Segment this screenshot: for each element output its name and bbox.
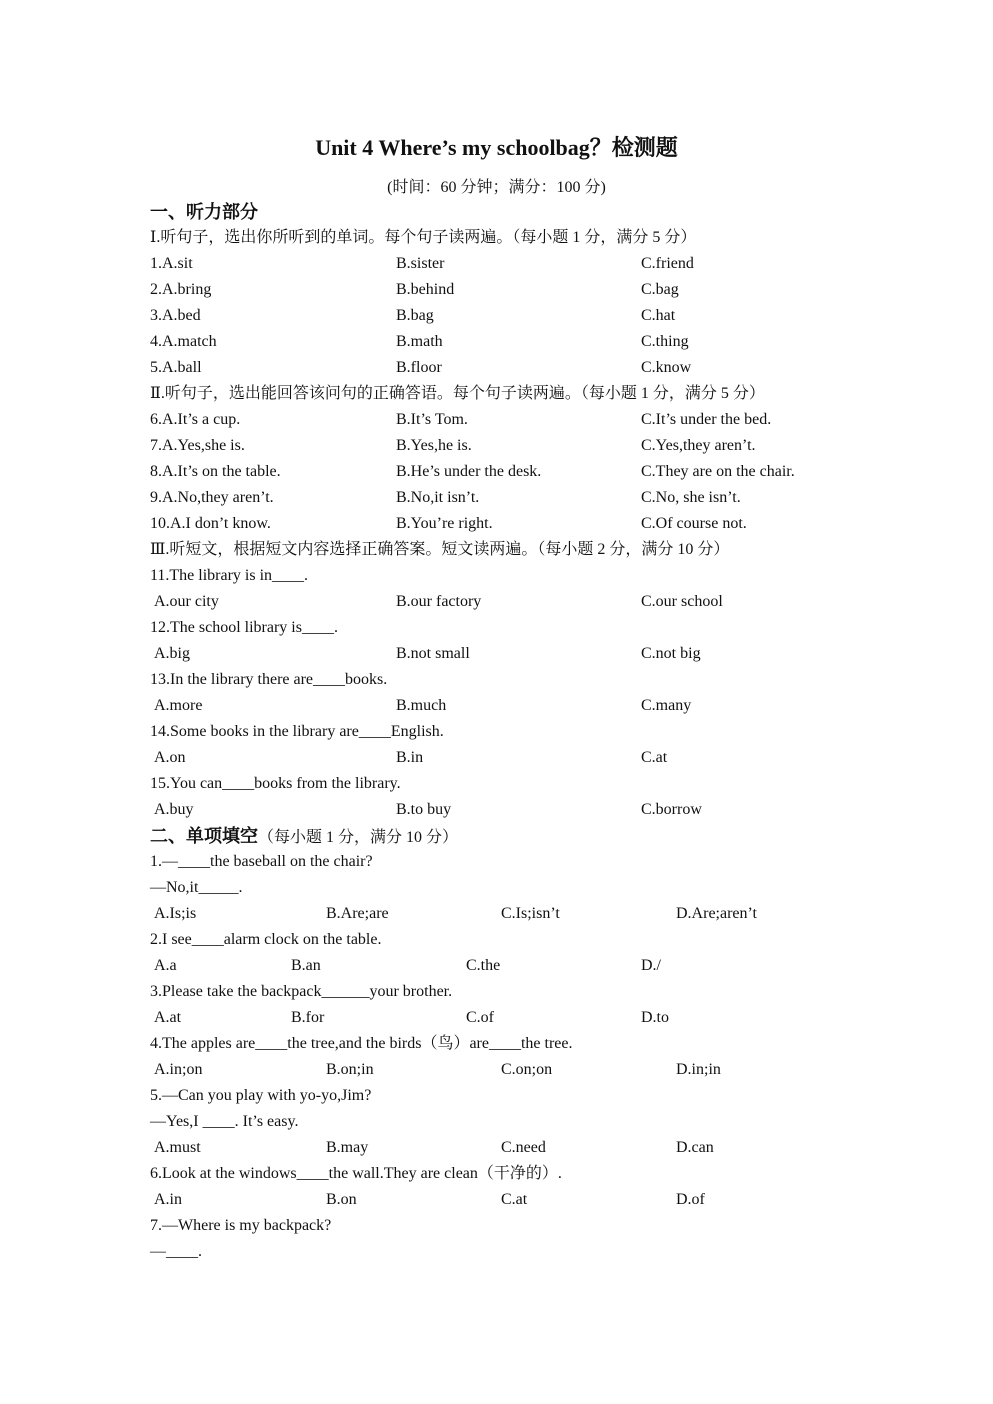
option-b: B.on	[326, 1191, 357, 1208]
option-c: C.of	[466, 1009, 494, 1026]
question-stem: 7.—Where is my backpack?	[150, 1217, 332, 1234]
part3-instruction: Ⅲ.听短文，根据短文内容选择正确答案。短文读两遍。（每小题 2 分，满分 10 分）	[150, 541, 730, 558]
option-a: A.at	[154, 1009, 182, 1026]
question-row	[0, 358, 993, 378]
question-row	[0, 904, 993, 924]
option-b: B.You’re right.	[396, 515, 493, 532]
question-stem: 15.You can____books from the library.	[150, 775, 401, 792]
question-row	[0, 254, 993, 274]
option-a: A.our city	[154, 593, 219, 610]
question-stem: —No,it_____.	[150, 879, 243, 896]
option-c: C.Is;isn’t	[501, 905, 560, 922]
question-row	[0, 436, 993, 456]
question-stem: —Yes,I ____. It’s easy.	[150, 1113, 299, 1130]
option-b: B.much	[396, 697, 447, 714]
option-b: B.sister	[396, 255, 445, 272]
section2-heading-text: 二、单项填空	[150, 826, 258, 846]
option-d: D./	[641, 957, 661, 974]
option-a: 4.A.match	[150, 333, 217, 350]
question-row	[0, 644, 993, 664]
option-a: 5.A.ball	[150, 359, 202, 376]
option-a: A.must	[154, 1139, 201, 1156]
option-c: C.at	[501, 1191, 528, 1208]
option-b: B.Are;are	[326, 905, 389, 922]
option-a: A.a	[154, 957, 177, 974]
option-c: C.many	[641, 697, 692, 714]
section2-heading-note: （每小题 1 分，满分 10 分）	[258, 829, 459, 846]
option-b: B.may	[326, 1139, 369, 1156]
option-c: C.thing	[641, 333, 689, 350]
question-row	[0, 956, 993, 976]
question-row	[0, 1060, 993, 1080]
option-b: B.our factory	[396, 593, 482, 610]
option-b: B.He’s under the desk.	[396, 463, 542, 480]
question-row	[0, 488, 993, 508]
question-stem: 13.In the library there are____books.	[150, 671, 388, 688]
question-stem: 11.The library is in____.	[150, 567, 309, 584]
option-c: C.our school	[641, 593, 723, 610]
option-b: B.to buy	[396, 801, 452, 818]
option-c: C.need	[501, 1139, 546, 1156]
option-b: B.floor	[396, 359, 442, 376]
option-c: C.at	[641, 749, 668, 766]
option-a: A.in	[154, 1191, 182, 1208]
option-a: 9.A.No,they aren’t.	[150, 489, 274, 506]
option-b: B.in	[396, 749, 424, 766]
question-stem: —____.	[150, 1243, 202, 1260]
option-b: B.math	[396, 333, 443, 350]
option-a: A.more	[154, 697, 203, 714]
option-c: C.know	[641, 359, 692, 376]
option-c: C.hat	[641, 307, 676, 324]
option-d: D.to	[641, 1009, 669, 1026]
option-a: A.big	[154, 645, 190, 662]
part2-instruction: Ⅱ.听句子，选出能回答该问句的正确答语。每个句子读两遍。（每小题 1 分，满分 5 分）	[150, 385, 765, 402]
section1-heading: 一、听力部分	[150, 202, 258, 222]
option-b: B.bag	[396, 307, 434, 324]
option-b: B.Yes,he is.	[396, 437, 472, 454]
option-c: C.not big	[641, 645, 701, 662]
question-row	[0, 280, 993, 300]
page-title: Unit 4 Where’s my schoolbag？检测题	[315, 135, 678, 160]
question-row	[0, 410, 993, 430]
question-row	[0, 1138, 993, 1158]
question-row	[0, 800, 993, 820]
option-a: 7.A.Yes,she is.	[150, 437, 245, 454]
question-stem: 6.Look at the windows____the wall.They are clean（干净的）.	[150, 1165, 562, 1182]
option-c: C.bag	[641, 281, 679, 298]
option-d: D.can	[676, 1139, 714, 1156]
question-row	[0, 462, 993, 482]
option-c: C.Of course not.	[641, 515, 747, 532]
option-b: B.behind	[396, 281, 455, 298]
option-b: B.an	[291, 957, 321, 974]
question-row	[0, 306, 993, 326]
option-a: 6.A.It’s a cup.	[150, 411, 241, 428]
question-row	[0, 748, 993, 768]
option-c: C.the	[466, 957, 501, 974]
question-stem: 2.I see____alarm clock on the table.	[150, 931, 382, 948]
option-d: D.of	[676, 1191, 705, 1208]
option-a: 3.A.bed	[150, 307, 201, 324]
question-stem: 14.Some books in the library are____English.	[150, 723, 444, 740]
option-a: 1.A.sit	[150, 255, 193, 272]
question-row	[0, 332, 993, 352]
page-subtitle: (时间：60 分钟；满分：100 分)	[387, 179, 606, 196]
option-a: A.Is;is	[154, 905, 197, 922]
option-a: 8.A.It’s on the table.	[150, 463, 281, 480]
question-row	[0, 696, 993, 716]
option-c: C.It’s under the bed.	[641, 411, 772, 428]
option-d: D.in;in	[676, 1061, 721, 1078]
option-c: C.borrow	[641, 801, 702, 818]
option-d: D.Are;aren’t	[676, 905, 757, 922]
option-c: C.on;on	[501, 1061, 553, 1078]
question-row	[0, 592, 993, 612]
part1-instruction: Ⅰ.听句子，选出你所听到的单词。每个句子读两遍。（每小题 1 分，满分 5 分）	[150, 229, 697, 246]
option-a: A.on	[154, 749, 186, 766]
question-stem: 1.—____the baseball on the chair?	[150, 853, 373, 870]
option-a: 10.A.I don’t know.	[150, 515, 271, 532]
section2-heading	[150, 826, 458, 848]
option-b: B.for	[291, 1009, 325, 1026]
option-c: C.friend	[641, 255, 694, 272]
option-a: A.in;on	[154, 1061, 203, 1078]
option-c: C.Yes,they aren’t.	[641, 437, 756, 454]
option-b: B.on;in	[326, 1061, 374, 1078]
option-b: B.It’s Tom.	[396, 411, 468, 428]
option-a: 2.A.bring	[150, 281, 212, 298]
question-stem: 3.Please take the backpack______your brother.	[150, 983, 453, 1000]
question-row	[0, 514, 993, 534]
option-c: C.No, she isn’t.	[641, 489, 741, 506]
question-row	[0, 1190, 993, 1210]
option-b: B.not small	[396, 645, 470, 662]
question-row	[0, 1008, 993, 1028]
option-c: C.They are on the chair.	[641, 463, 795, 480]
option-b: B.No,it isn’t.	[396, 489, 480, 506]
option-a: A.buy	[154, 801, 194, 818]
question-stem: 5.—Can you play with yo-yo,Jim?	[150, 1087, 372, 1104]
question-stem: 12.The school library is____.	[150, 619, 338, 636]
question-stem: 4.The apples are____the tree,and the birds（鸟）are____the tree.	[150, 1035, 573, 1052]
